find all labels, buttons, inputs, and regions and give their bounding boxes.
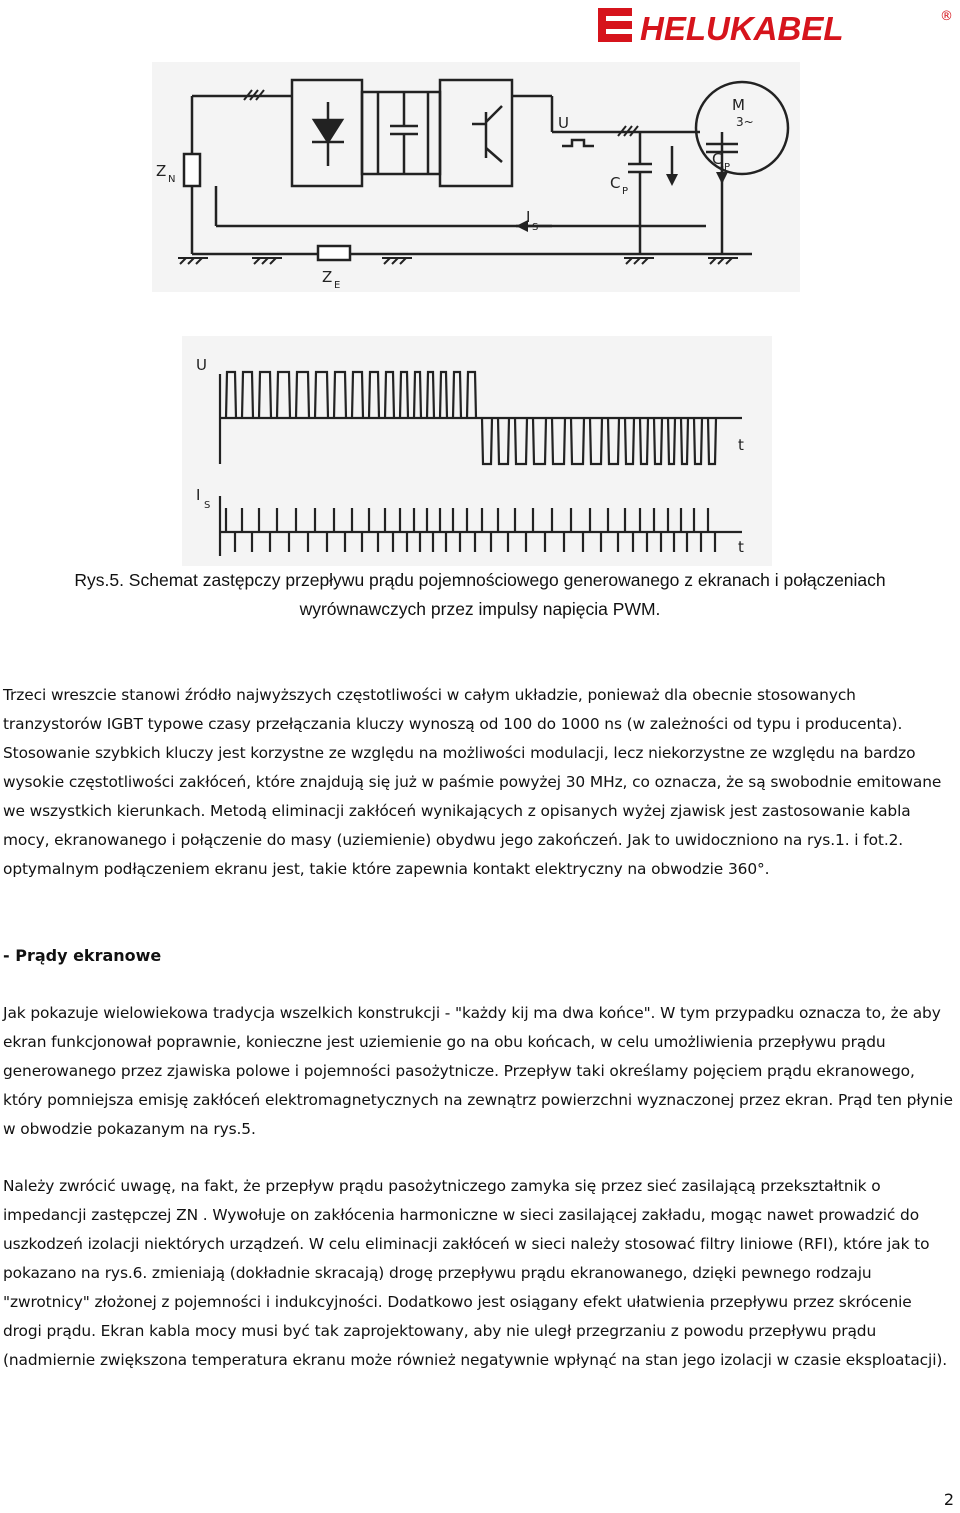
- brand-name: HELUKABEL: [640, 10, 844, 46]
- u-pulse: [427, 372, 434, 418]
- u-pulse: [552, 418, 565, 464]
- u-pulse: [259, 372, 271, 418]
- u-pulse: [400, 372, 408, 418]
- u-pulse: [608, 418, 619, 464]
- u-pulse: [277, 372, 290, 418]
- u-pulse: [453, 372, 461, 418]
- u-pulse: [515, 418, 527, 464]
- u-pulse: [681, 418, 688, 464]
- u-pulse: [640, 418, 648, 464]
- u-pulse: [296, 372, 309, 418]
- u-pulse: [467, 372, 476, 418]
- wave-t-label-2: t: [738, 538, 744, 556]
- u-pulse: [440, 372, 447, 418]
- u-pulse: [242, 372, 253, 418]
- cp-label: C: [610, 174, 621, 192]
- figure-caption: Rys.5. Schemat zastępczy przepływu prądu pojemnościowego generowanego z ekranach i połączeniach wyrównawczych przez impulsy napięcia PWM.: [74, 570, 886, 619]
- u-pulse: [498, 418, 509, 464]
- u-pulse: [571, 418, 584, 464]
- wave-is-label: I: [196, 486, 201, 504]
- circuit-diagram: [152, 62, 800, 292]
- svg-text:S: S: [204, 500, 211, 511]
- page-number: 2: [943, 1490, 954, 1509]
- svg-text:N: N: [168, 174, 176, 185]
- u-pulse: [352, 372, 363, 418]
- u-pulse: [315, 372, 328, 418]
- u-pulse: [590, 418, 602, 464]
- wave-t-label-1: t: [738, 436, 744, 454]
- u-pulse: [654, 418, 662, 464]
- u-pulse: [369, 372, 379, 418]
- svg-text:P: P: [622, 186, 629, 197]
- u-label: U: [558, 114, 569, 132]
- svg-text:S: S: [532, 222, 539, 233]
- u-pulse: [482, 418, 492, 464]
- u-pulse: [668, 418, 675, 464]
- motor-label: M: [732, 96, 745, 114]
- is-spike-train: [226, 508, 715, 552]
- u-pulse: [385, 372, 394, 418]
- paragraph-2: Jak pokazuje wielowiekowa tradycja wszelkich konstrukcji - "każdy kij ma dwa końce". W tym przypadku oznacza to, że aby ekran funkcjonował poprawnie, konieczne jest uziemienie go na obu końcach, w celu umożliwienia przepływu prądu generowanego przez zjawiska polowe i pojemności pasożytnicze. Przepływ taki określamy pojęciem prądu ekranowego, który pomniejsza emisję zakłóceń elektromagnetycznych na zewnątrz powierzchni wyznaczonej przez ekran. Prąd ten płynie w obwodzie pokazanym na rys.5.: [3, 1004, 953, 1138]
- waveform-diagram: [182, 336, 772, 566]
- u-pulse: [414, 372, 421, 418]
- paragraph-3: Należy zwrócić uwagę, na fakt, że przepływ prądu pasożytniczego zamyka się przez sieć zasilającą przekształtnik o impedancji zastępczej ZN . Wywołuje on zakłócenia harmoniczne w sieci zasilającej zakładu, mogąc nawet prowadzić do uszkodzeń izolacji niektórych urządzeń. W celu eliminacji zakłóceń w sieci należy stosować filtry liniowe (RFI), które jak to pokazano na rys.6. zmieniają (dokładnie skracają) drogę przepływu prądu ekranowanego, dzięki pewnego rodzaju "zwrotnicy" złożonej z pojemności i indukcyjności. Dodatkowo jest osiągany efekt ułatwienia przepływu przez skrócenie drogi prądu. Ekran kabla mocy musi być tak zaprojektowany, aby nie uległ przegrzaniu z powodu przepływu prądu (nadmiernie zwiększona temperatura ekranu może również negatywnie wpłynąć na stan jego izolacji w czasie eksploatacji).: [3, 1177, 948, 1369]
- u-pulse: [708, 418, 716, 464]
- svg-text:P: P: [724, 162, 731, 173]
- svg-text:E: E: [334, 280, 341, 291]
- registered-mark: ®: [940, 9, 953, 24]
- zn-label: Z: [156, 162, 167, 180]
- u-pulse: [533, 418, 546, 464]
- helukabel-logo: [596, 6, 954, 46]
- section-heading: - Prądy ekranowe: [3, 946, 162, 965]
- u-pulse: [694, 418, 702, 464]
- ze-label: Z: [322, 268, 333, 286]
- is-label: I: [526, 208, 531, 226]
- cp-motor-label: C: [712, 150, 723, 168]
- motor-phase-label: 3~: [736, 115, 754, 129]
- u-pulse: [334, 372, 346, 418]
- u-pulse: [226, 372, 236, 418]
- paragraph-1: Trzeci wreszcie stanowi źródło najwyższych częstotliwości w całym układzie, ponieważ dla obecnie stosowanych tranzystorów IGBT typowe czasy przełączania kluczy wynoszą od 100 do 1000 ns (w zależności od typu i producenta). Stosowanie szybkich kluczy jest korzystne ze względu na możliwości modulacji, lecz niekorzystne ze względu na bardzo wysokie częstotliwości zakłóceń, które znajdują się już w paśmie powyżej 30 MHz, co oznacza, że są swobodnie emitowane we wszystkich kierunkach. Metodą eliminacji zakłóceń wynikających z opisanych wyżej zjawisk jest zastosowanie kabla mocy, ekranowanego i połączenie do masy (uziemienie) obydwu jego zakończeń. Jak to uwidoczniono na rys.1. i fot.2. optymalnym podłączeniem ekranu jest, takie które zapewnia kontakt elektryczny na obwodzie 360°.: [3, 686, 942, 878]
- wave-u-label: U: [196, 356, 207, 374]
- u-pulse: [625, 418, 634, 464]
